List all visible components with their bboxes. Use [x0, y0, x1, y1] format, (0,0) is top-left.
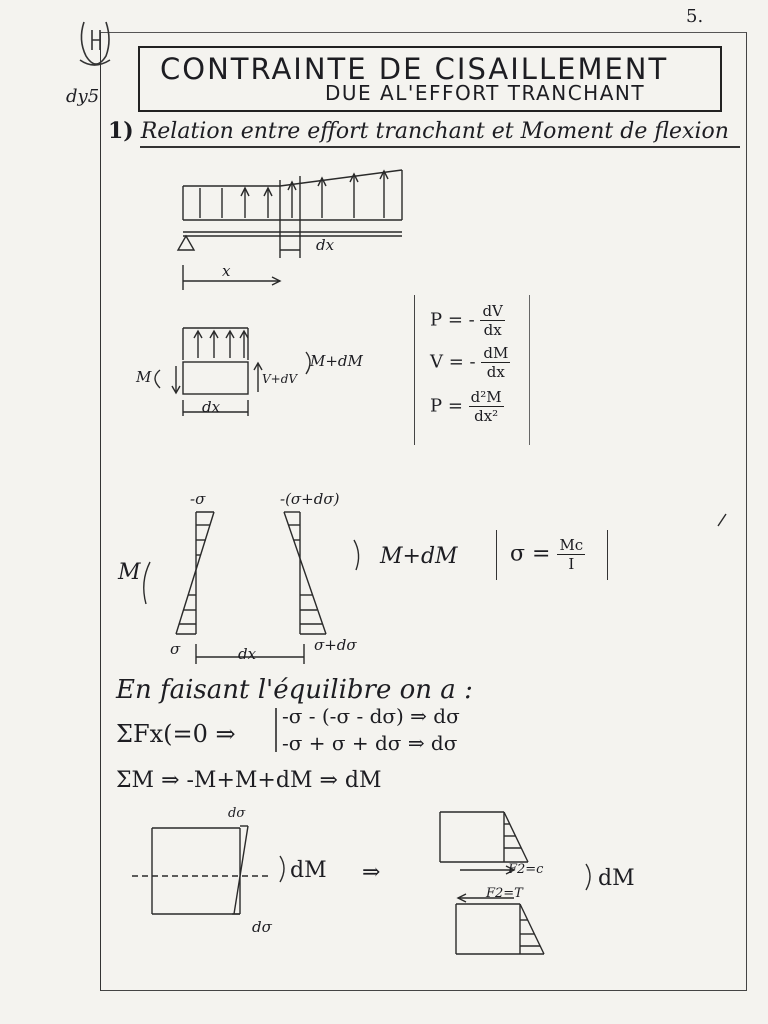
- relation-p2-lhs: P =: [430, 395, 463, 417]
- relation-p1-lhs: P = -: [430, 309, 475, 331]
- equilibrium-line-2: -σ + σ + dσ ⇒ dσ: [282, 731, 458, 755]
- title-line-2: DUE AL'EFFORT TRANCHANT: [325, 81, 646, 105]
- equilibrium-intro: En faisant l'équilibre on a :: [116, 675, 473, 705]
- beam-x-label: x: [222, 262, 231, 280]
- element-right-shear: V+dV: [262, 372, 298, 386]
- stress-top-left: -σ: [190, 490, 206, 508]
- section-title: Relation entre effort tranchant et Moment de flexion: [140, 119, 729, 144]
- stress-right-moment: M+dM: [380, 544, 458, 569]
- sum-m: ΣM ⇒ -M+M+dM ⇒ dM: [116, 768, 382, 793]
- title-line-1: CONTRAINTE DE CISAILLEMENT: [160, 52, 669, 86]
- element-dx-label: dx: [202, 398, 221, 416]
- bottom-right-moment: dM: [598, 866, 635, 891]
- sigma-num: Mc: [559, 536, 584, 554]
- stress-left-moment: M: [118, 560, 141, 585]
- sigma-den: I: [568, 555, 575, 573]
- stress-top-right: -(σ+dσ): [280, 490, 340, 508]
- stress-bottom-right: σ+dσ: [314, 636, 357, 654]
- f2-tension-label: F2=T: [486, 886, 523, 901]
- implies-arrow: ⇒: [362, 860, 381, 885]
- element-left-moment: M: [136, 368, 152, 386]
- relation-v-den: dx: [486, 363, 505, 381]
- relation-p1-den: dx: [483, 321, 502, 339]
- relation-v-num: dM: [483, 344, 509, 362]
- stress-bottom-left: σ: [170, 640, 181, 658]
- relation-p1-num: dV: [482, 302, 503, 320]
- relation-v-lhs: V = -: [430, 351, 476, 373]
- section-number: 1): [108, 118, 134, 144]
- page-number: 5.: [686, 6, 704, 27]
- equilibrium-line-1: -σ - (-σ - dσ) ⇒ dσ: [282, 704, 460, 728]
- relation-p2-num: d²M: [470, 388, 502, 406]
- bottom-left-top-label: dσ: [228, 806, 246, 821]
- sigma-lhs: σ =: [510, 541, 551, 567]
- bottom-left-bottom-label: dσ: [252, 918, 272, 936]
- relation-p2-den: dx²: [474, 407, 499, 425]
- f2-compression-label: F2=c: [508, 862, 544, 877]
- stress-dx-label: dx: [238, 645, 257, 663]
- beam-dx-label: dx: [316, 236, 335, 254]
- bottom-left-moment: dM: [290, 858, 327, 883]
- element-right-moment: M+dM: [310, 352, 363, 370]
- margin-note: dy5: [66, 86, 100, 107]
- sum-fx: ΣFx(=0 ⇒: [116, 720, 236, 748]
